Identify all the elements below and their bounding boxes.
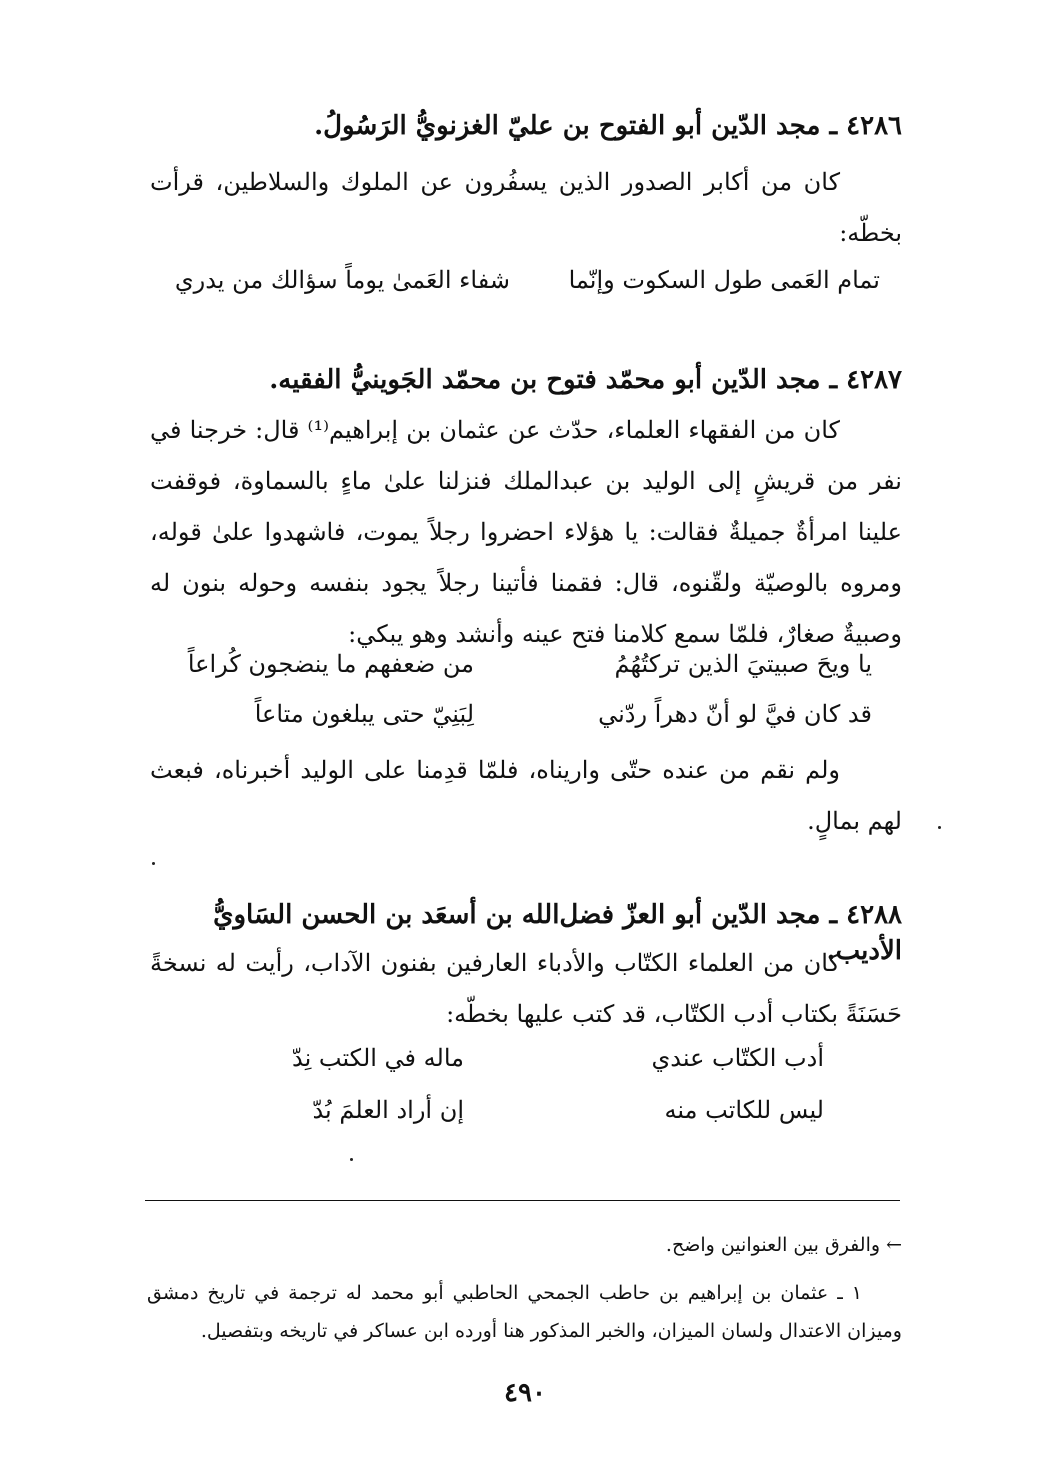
verse-second-hemistich: لِبَنِيّ حتى يبلغون متاعاً [254,700,474,728]
verse-first-hemistich: يا ويحَ صبيتيَ الذين تركتُهُمُ [614,650,872,678]
entry-text-4286: كان من أكابر الصدور الذين يسفُرون عن الملوك والسلاطين، قرأت بخطّه: [150,168,902,247]
verse-line [150,1036,902,1080]
verse-first-hemistich: قد كان فيَّ لو أنّ دهراً ردّني [598,700,872,728]
footnote-separator [145,1200,900,1201]
footnote-continued: ← والفرق بين العنوانين واضح. [665,1234,902,1256]
scan-speck [152,862,155,865]
entry-text-4288: كان من العلماء الكتّاب والأدباء العارفين بفنون الآداب، رأيت له نسخةً حَسَنَةً بكتاب أدب الكتّاب، قد كتب عليها بخطّه: [150,949,902,1028]
verse-line [150,258,902,302]
verse-first-hemistich: ليس للكاتب منه [664,1096,824,1124]
page-number: ٤٩٠ [504,1378,546,1408]
verse-first-hemistich: تمام العَمى طول السكوت وإنّما [568,266,880,294]
verse-line [150,1088,902,1132]
footnote-1: ١ ـ عثمان بن إبراهيم بن حاطب الجمحي الحاطبي أبو محمد له ترجمة في تاريخ دمشق وميزان الاعتدال ولسان الميزان، والخبر المذكور هنا أورده ابن عساكر في تاريخه وبتفصيل. [147,1282,902,1342]
entry-title-4288: ٤٢٨٨ ـ مجد الدّين أبو العزّ فضل‌الله بن أسعَد بن الحسن السَاويُّ الأديب. [213,900,902,966]
entry-text-4287-continued: ولم نقم من عنده حتّى واريناه، فلمّا قدِمنا على الوليد أخبرناه، فبعث لهم بمالٍ. [150,756,902,835]
entry-text-4287: كان من الفقهاء العلماء، حدّث عن عثمان بن إبراهيم⁽¹⁾ قال: خرجنا في نفر من قريشٍ إلى الوليد بن عبدالملك فنزلنا علىٰ ماءٍ بالسماوة، فوقفت علينا امرأةٌ جميلةٌ فقالت: يا هؤلاء احضروا رجلاً يموت، فاشهدوا علىٰ قوله، ومروه بالوصيّة ولقّنوه، قال: فقمنا فأتينا رجلاً يجود بنفسه وحوله بنون له وصبيةٌ صغارٌ، فلمّا سمع كلامنا فتح عينه وأنشد وهو يبكي: [150,416,902,648]
entry-title-4286: ٤٢٨٦ ـ مجد الدّين أبو الفتوح بن عليّ الغزنويُّ الرَسُولُ. [314,111,902,141]
entry-title-4287: ٤٢٨٧ ـ مجد الدّين أبو محمّد فتوح بن محمّد الجَوينيُّ الفقيه. [269,365,902,395]
scan-speck [350,1158,353,1161]
scan-speck [938,826,941,829]
verse-second-hemistich: شفاء العَمىٰ يوماً سؤالك من يدري [174,266,510,294]
verse-second-hemistich: إن أراد العلمَ بُدّ [312,1096,464,1124]
verse-line [150,692,902,736]
verse-second-hemistich: من ضعفهم ما ينضجون كُراعاً [187,650,474,678]
verse-second-hemistich: ماله في الكتب نِدّ [291,1044,464,1072]
verse-line [150,642,902,686]
verse-first-hemistich: أدب الكتّاب عندي [651,1044,824,1072]
